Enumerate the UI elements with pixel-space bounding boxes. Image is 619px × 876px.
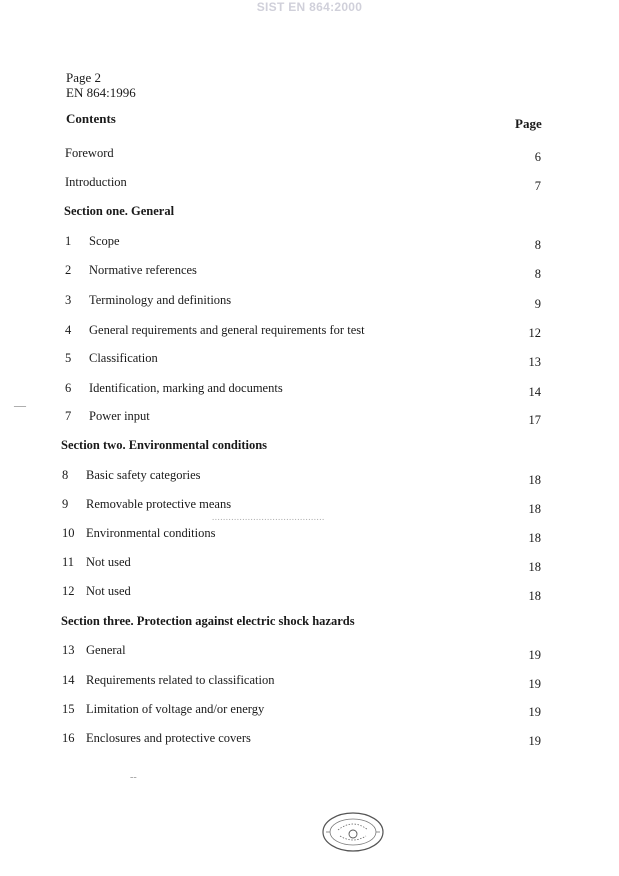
- toc-entry-title: Limitation of voltage and/or energy: [86, 702, 265, 716]
- toc-entry-number: 5: [65, 351, 72, 365]
- toc-entry-title: Not used: [86, 555, 131, 569]
- toc-entry-number: 15: [62, 702, 75, 716]
- section-heading: Section two. Environmental conditions: [61, 438, 268, 452]
- header-page-number: Page 2: [66, 70, 102, 85]
- toc-entry-title: Terminology and definitions: [89, 293, 232, 307]
- toc-entry-page: 19: [528, 734, 541, 748]
- toc-entry-title: Power input: [89, 409, 150, 423]
- toc-entry-number: 7: [65, 409, 72, 423]
- toc-entry-title: Enclosures and protective covers: [86, 731, 251, 745]
- toc-entry-page: 19: [528, 705, 541, 719]
- toc-entry-page: 18: [528, 473, 541, 487]
- toc-entry-number: 16: [62, 731, 75, 745]
- toc-entry-page: 8: [534, 238, 541, 252]
- toc-entry-title: Environmental conditions: [86, 526, 216, 540]
- toc-entry-title: Requirements related to classification: [86, 673, 275, 687]
- toc-entry-page: 17: [528, 413, 541, 427]
- toc-entry-title: Introduction: [65, 175, 127, 189]
- toc-entry-title: Removable protective means: [86, 497, 232, 511]
- toc-entry-title: Foreword: [65, 146, 114, 160]
- toc-entry-page: 6: [534, 150, 541, 164]
- stamp-seal-icon: [318, 808, 388, 854]
- section-heading: Section three. Protection against electric shock hazards: [61, 614, 355, 628]
- toc-entry-number: 13: [62, 643, 75, 657]
- toc-entry-number: 10: [62, 526, 75, 540]
- toc-entry-page: 19: [528, 677, 541, 691]
- toc-entry-title: Basic safety categories: [86, 468, 201, 482]
- toc-entry-title: Classification: [89, 351, 158, 365]
- toc-entry-title: General: [86, 643, 126, 657]
- section-heading: Section one. General: [64, 204, 175, 218]
- toc-entry-page: 7: [534, 179, 541, 193]
- toc-entry-number: 1: [65, 234, 72, 248]
- toc-entry-number: 12: [62, 584, 75, 598]
- scan-artifact-dotted-line: .........................................: [212, 512, 325, 522]
- contents-title: Contents: [66, 111, 116, 126]
- toc-entry-page: 18: [528, 502, 541, 516]
- toc-entry-number: 2: [65, 263, 72, 277]
- toc-entry-number: 8: [62, 468, 69, 482]
- toc-entry-page: 14: [528, 385, 541, 399]
- toc-entry-page: 9: [534, 297, 541, 311]
- toc-entry-page: 12: [528, 326, 541, 340]
- page-column-label: Page: [515, 116, 542, 131]
- toc-entry-title: Identification, marking and documents: [89, 381, 283, 395]
- toc-entry-title: Scope: [89, 234, 120, 248]
- scan-artifact-dash: —: [14, 398, 26, 412]
- toc-entry-number: 3: [65, 293, 72, 307]
- toc-entry-number: 11: [62, 555, 75, 569]
- toc-entry-page: 13: [528, 355, 541, 369]
- toc-entry-title: Normative references: [89, 263, 197, 277]
- toc-entry-page: 18: [528, 531, 541, 545]
- scan-artifact-dash: --: [130, 772, 137, 783]
- toc-entry-number: 9: [62, 497, 69, 511]
- toc-entry-page: 19: [528, 648, 541, 662]
- header-standard-id: EN 864:1996: [66, 85, 136, 100]
- toc-entry-number: 4: [65, 323, 72, 337]
- toc-entry-number: 6: [65, 381, 72, 395]
- toc-entry-title: General requirements and general requirements for test: [89, 323, 365, 337]
- toc-entry-page: 18: [528, 560, 541, 574]
- toc-entry-page: 18: [528, 589, 541, 603]
- toc-entry-page: 8: [534, 267, 541, 281]
- document-watermark: SIST EN 864:2000: [256, 0, 363, 14]
- toc-entry-title: Not used: [86, 584, 131, 598]
- toc-entry-number: 14: [62, 673, 75, 687]
